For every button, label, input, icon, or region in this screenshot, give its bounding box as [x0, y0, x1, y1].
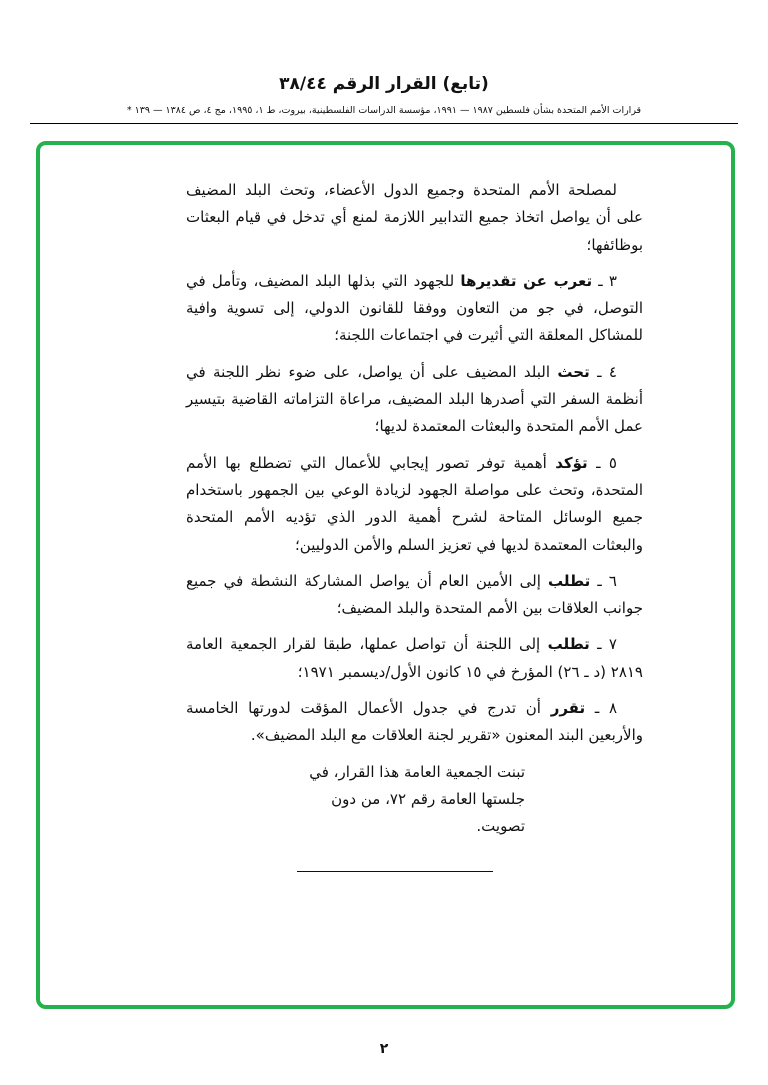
paragraph-number: ٣ ـ [598, 271, 617, 290]
paragraph-lead: تحث [557, 362, 590, 381]
header-divider [30, 123, 738, 124]
resolution-paragraph-7 [186, 631, 643, 686]
end-divider [297, 871, 493, 872]
paragraph-lead: تؤكد [555, 453, 588, 472]
paragraph-lead: تطلب [547, 635, 590, 654]
resolution-paragraph-4 [186, 359, 643, 441]
paragraph-lead: تعرب عن تقديرها [460, 271, 593, 290]
page-title: (تابع) القرار الرقم ٣٨/٤٤ [279, 74, 489, 94]
paragraph-text: للجهود التي بذلها البلد المضيف، وتأمل في التوصل، في جو من التعاون ووفقا للقانون الدولي، إلى تسوية وافية للمشاكل المعلقة التي أثيرت في اجتماعات اللجنة؛ [186, 271, 643, 345]
citation-line: قرارات الأمم المتحدة بشأن فلسطين ١٩٨٧ — ١٩٩١، مؤسسة الدراسات الفلسطينية، بيروت، ط ١، ١٩٩٥، مج ٤، ص ١٣٨٤ — ١٣٩ * [126, 105, 642, 116]
paragraph-lead: تطلب [548, 571, 591, 590]
paragraph-number: ٥ ـ [596, 453, 617, 472]
paragraph-text: البلد المضيف على أن يواصل، على ضوء نظر اللجنة في أنظمة السفر التي أصدرها البلد المضيف، مراعاة التزاماته القاضية بتيسير عمل الأمم المتحدة والبعثات المعتمدة لديها؛ [186, 362, 643, 436]
paragraph-number: ٤ ـ [597, 362, 617, 381]
paragraph-number: ٨ ـ [594, 699, 617, 718]
resolution-paragraph-6 [186, 568, 643, 623]
page-header [0, 0, 768, 124]
paragraph-lead: تقرر [550, 699, 586, 718]
paragraph-text: أهمية توفر تصور إيجابي للأعمال التي تضطلع بها الأمم المتحدة، وتحث على مواصلة الجهود لزيادة الوعي بين الجمهور باستخدام جميع الوسائل المتاحة لشرح أهمية الدور الذي تؤديه الأمم المتحدة والبعثات المعتمدة لديها في تعزيز السلم والأمن الدوليين؛ [186, 453, 643, 554]
paragraph-text: أن تدرج في جدول الأعمال المؤقت لدورتها الخامسة والأربعين البند المعنون «تقرير لجنة العلاقات مع البلد المضيف». [186, 699, 643, 745]
paragraph-number: ٧ ـ [597, 635, 617, 654]
closing-paragraph: تبنت الجمعية العامة هذا القرار، في جلستها العامة رقم ٧٢، من دون تصويت. [309, 762, 525, 836]
resolution-paragraph-8 [186, 695, 643, 750]
intro-paragraph: لمصلحة الأمم المتحدة وجميع الدول الأعضاء، وتحث البلد المضيف على أن يواصل اتخاذ جميع التدابير اللازمة لمنع أي تدخل في قيام البعثات بوظائفها؛ [186, 181, 643, 254]
page-number: ٢ [379, 1041, 389, 1057]
resolution-paragraph-3 [186, 268, 643, 350]
paragraph-number: ٦ ـ [597, 571, 617, 590]
paragraph-text: إلى اللجنة أن تواصل عملها، طبقا لقرار الجمعية العامة ٢٨١٩ (د ـ ٢٦) المؤرخ في ١٥ كانون الأول/ديسمبر ١٩٧١؛ [186, 635, 643, 681]
resolution-text [40, 145, 731, 872]
paragraph-text: إلى الأمين العام أن يواصل المشاركة النشطة في جميع جوانب العلاقات بين الأمم المتحدة والبلد المضيف؛ [186, 571, 643, 618]
resolution-paragraph-5 [186, 450, 643, 559]
resolution-box [36, 141, 735, 1009]
